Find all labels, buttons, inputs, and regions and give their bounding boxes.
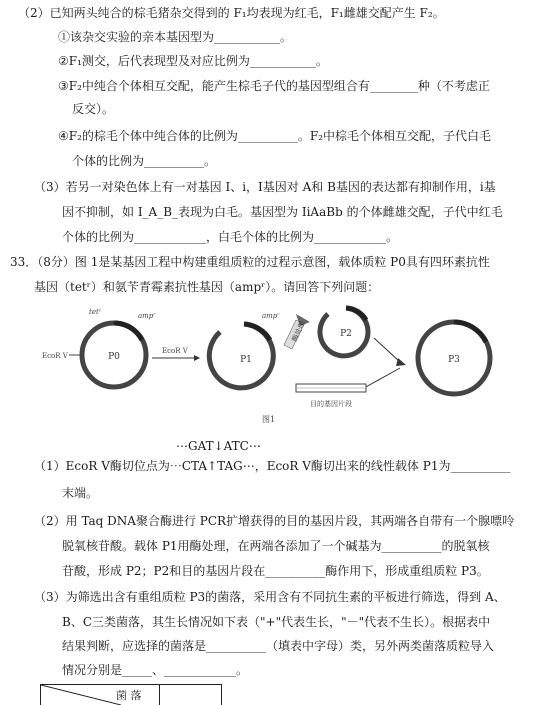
- question-2-part-3: ③F₂中纯合个体相互交配，能产生棕毛子代的基因型组合有________种（不考虑正: [58, 79, 490, 93]
- target-gene-fragment: [296, 384, 366, 408]
- question-2-part-1: ①该杂交实验的亲本基因型为___________。: [58, 30, 293, 44]
- amp-label-p0: ampʳ: [138, 312, 156, 320]
- plasmid-p3: [418, 322, 490, 394]
- p0-label: P0: [108, 352, 120, 362]
- question-2-part-4-cont: 个体的比例为__________。: [72, 154, 217, 168]
- question-33-stem-cont: 基因（tetʳ）和氨苄青霉素抗性基因（ampʳ）。请回答下列问题：: [34, 280, 380, 294]
- arrow-enzyme-label: EcoR V: [162, 347, 188, 355]
- arrow-p0-p1: [152, 347, 200, 361]
- table-header-colony: 菌 落: [116, 689, 142, 702]
- table-divider: [159, 685, 160, 705]
- plasmid-figure: [34, 300, 514, 435]
- sub-question-2-cont2: 苷酸，形成 P2；P2和目的基因片段在__________酶作用下，形成重组质粒 P3。: [62, 564, 489, 578]
- amp-label-p1: ampʳ: [262, 312, 280, 320]
- sub-question-3: （3）为筛选出含有重组质粒 P3的菌落，采用含有不同抗生素的平板进行筛选，得到 A、: [34, 590, 506, 604]
- arrows-to-p3: [364, 338, 406, 388]
- sub-question-3-cont3: 情况分别是_____、____________。: [62, 663, 249, 677]
- sub-question-3-cont2: 结果判断，应选择的菌落是__________（填表中字母）类，另外两类菌落质粒导入: [62, 639, 495, 653]
- sub-question-3-cont: B、C三类菌落，其生长情况如下表（"+"代表生长，"－"代表不生长）。根据表中: [62, 615, 491, 629]
- arrow-p1-p2: [284, 314, 310, 349]
- question-3-stem: （3）若另一对染色体上有一对基因 I、i，I基因对 A和 B基因的表达都有抑制作用，i基: [34, 180, 496, 194]
- fragment-label: 目的基因片段: [310, 400, 352, 408]
- plasmid-p2: [320, 308, 368, 356]
- question-2-stem: （2）已知两头纯合的棕毛猪杂交得到的 F₁均表现为红毛，F₁雌雄交配产生 F₂。: [18, 6, 445, 20]
- ecor-v-sequence: ⋯GAT↓ATC⋯: [176, 439, 261, 453]
- question-2-part-3-cont: 反交）。: [72, 102, 115, 116]
- tet-label: tetʳ: [89, 308, 102, 316]
- process-label: 酶处理: [290, 320, 307, 343]
- colony-table: [40, 684, 222, 705]
- question-2-part-2: ②F₁测交，后代表现型及对应比例为___________。: [58, 54, 328, 68]
- ecor-v-site-label: EcoR V: [42, 352, 68, 360]
- figure-caption: 图1: [262, 415, 276, 424]
- sub-question-1: （1）EcoR V酶切位点为⋯CTA↑TAG⋯，EcoR V酶切出来的线性载体 P1为__________: [34, 459, 511, 473]
- p2-label: P2: [340, 329, 352, 339]
- question-3-answers: 个体的比例为____________，白毛个体的比例为____________。: [62, 230, 399, 244]
- question-3-stem-cont: 因不抑制，如 I_A_B_表现为白毛。基因型为 IiAaBb 的个体雌雄交配，子代中红毛: [62, 205, 503, 219]
- question-2-part-4: ④F₂的棕毛个体中纯合体的比例为__________。F₂中棕毛个体相互交配，子代白毛: [58, 129, 492, 143]
- p3-label: P3: [448, 355, 460, 365]
- plasmid-p1: [209, 312, 280, 388]
- sub-question-2: （2）用 Taq DNA聚合酶进行 PCR扩增获得的目的基因片段，其两端各自带有一个腺嘌呤: [34, 514, 515, 528]
- plasmid-p0: [42, 308, 156, 387]
- question-33-stem: 33．（8分）图 1是某基因工程中构建重组质粒的过程示意图，载体质粒 P0具有四环素抗性: [10, 255, 490, 269]
- table-diagonal: [41, 685, 121, 705]
- p1-label: P1: [240, 355, 252, 365]
- sub-question-2-cont: 脱氧核苷酸。载体 P1用酶处理，在两端各添加了一个碱基为__________的脱氧核: [62, 539, 490, 553]
- sub-question-1-cont: 末端。: [62, 486, 99, 500]
